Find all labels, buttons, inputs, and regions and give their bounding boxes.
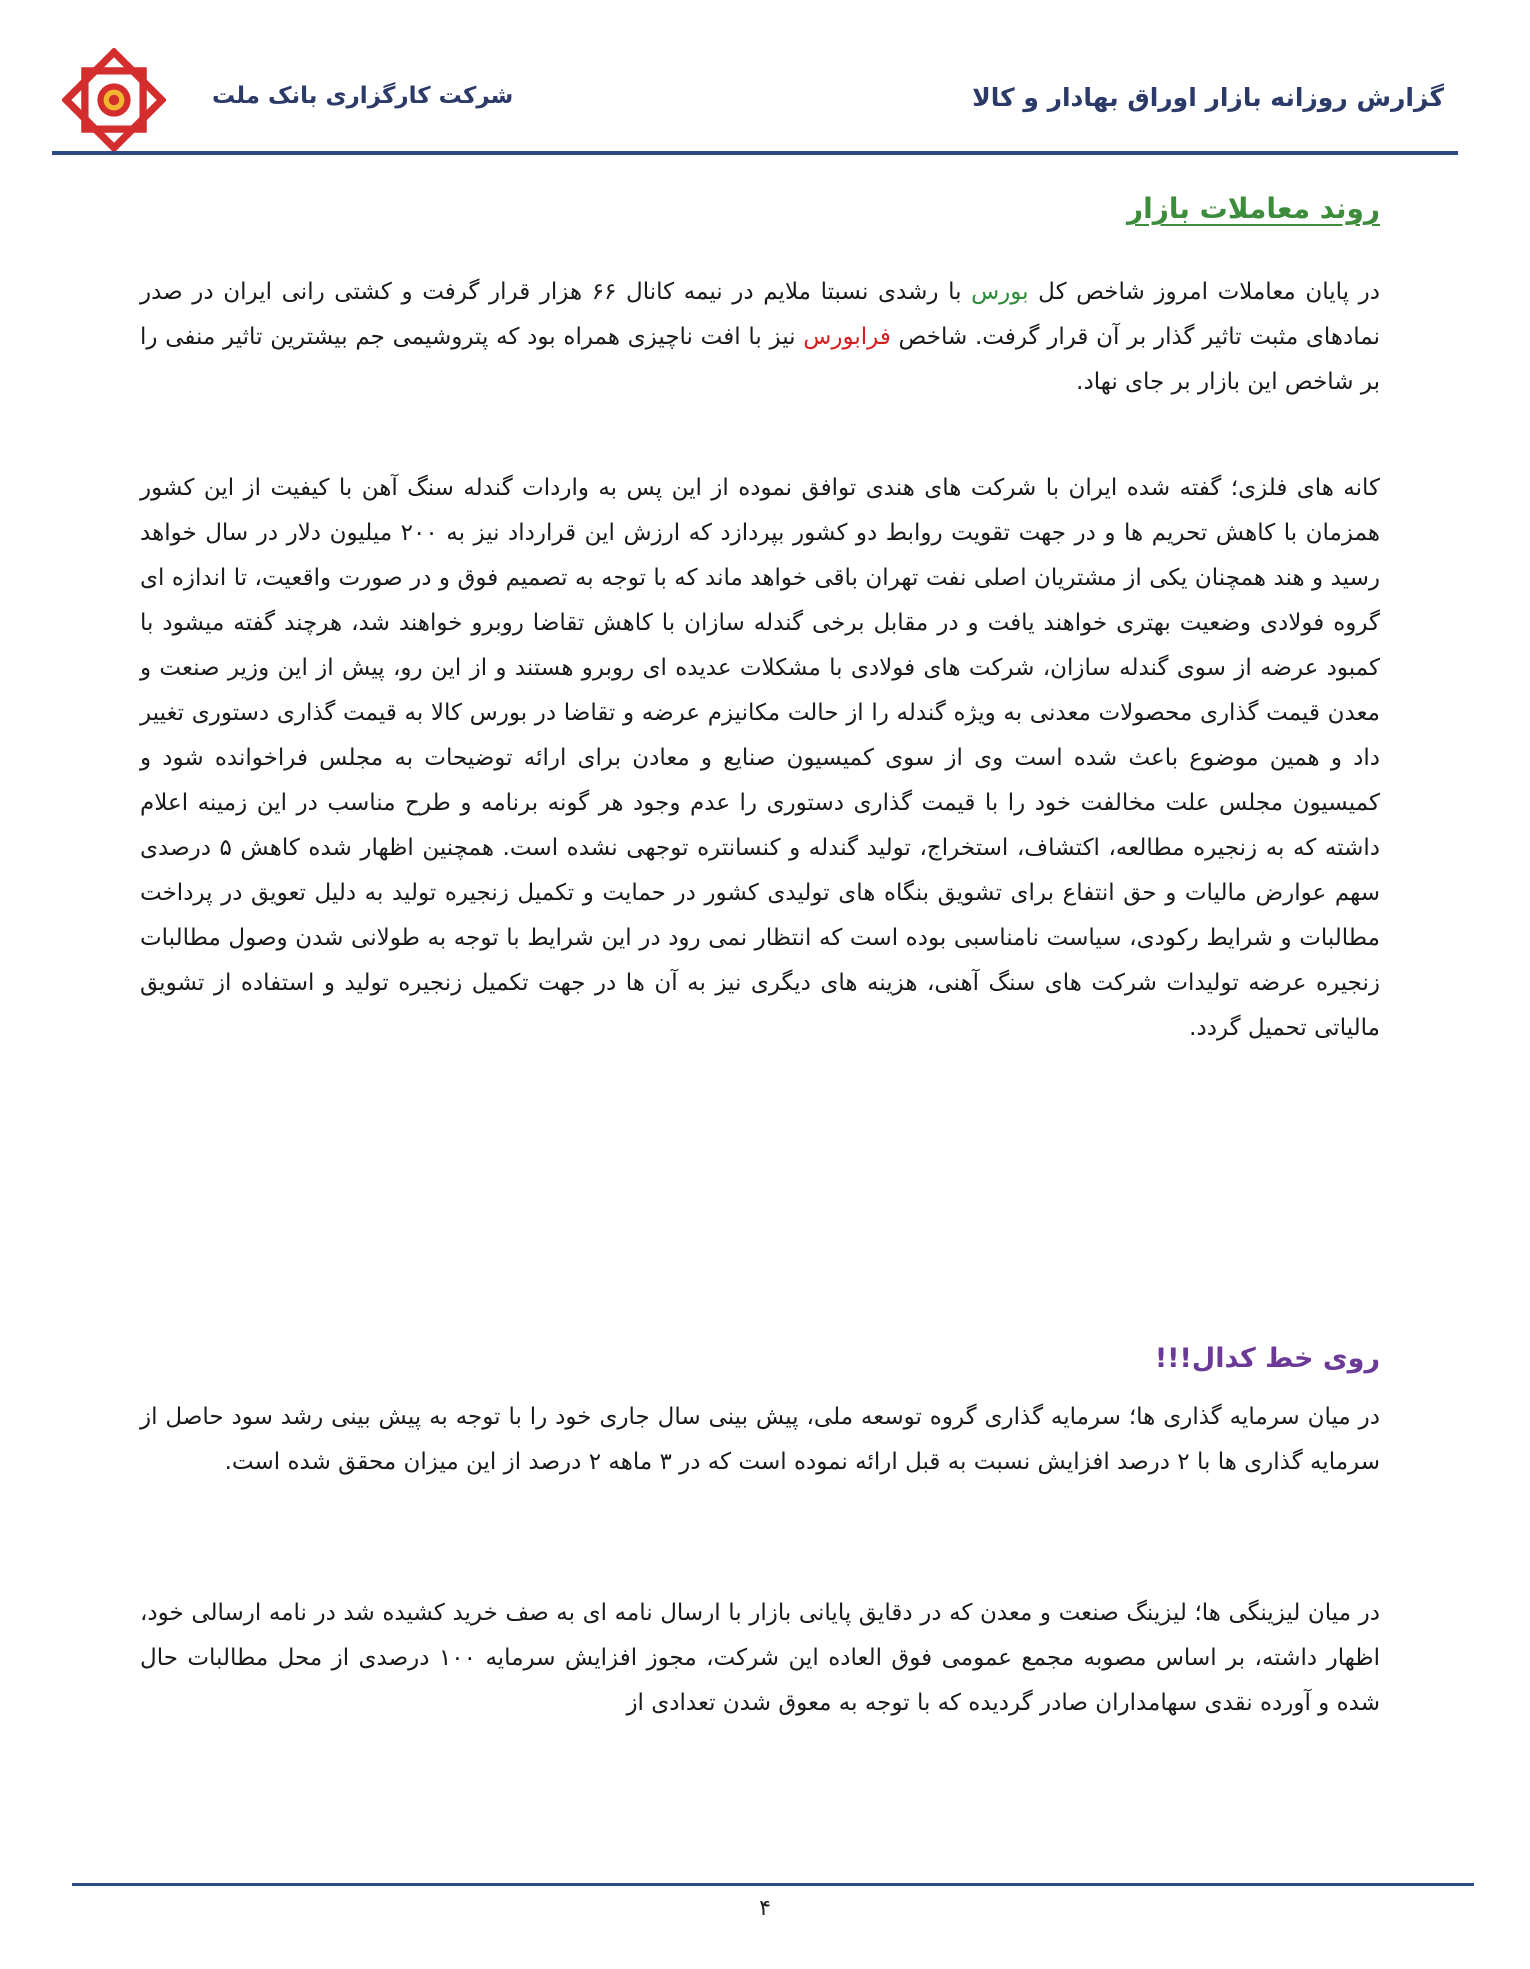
footer-divider [72,1883,1474,1886]
farabourse-highlight: فرابورس [803,324,891,350]
paragraph-text: در پایان معاملات امروز شاخص کل [1028,279,1380,305]
company-name: شرکت کارگزاری بانک ملت [212,83,514,109]
paragraph-leasing: در میان لیزینگی ها؛ لیزینگ صنعت و معدن که در دقایق پایانی بازار با ارسال نامه ای به صف خرید کشیده شد در نامه ارسالی خود، اظهار داشته، بر اساس مصوبه مجمع عمومی فوق العاده این شرکت، مجوز افزایش سرمایه ۱۰۰ درصدی از محل مطالبات حال شده و آورده نقدی سهامداران صادر گردیده که با توجه به معوق شدن تعدادی از [140,1600,1381,1716]
paragraph-metal-ores: کانه های فلزی؛ گفته شده ایران با شرکت های هندی توافق نموده از این پس به واردات گندله سنگ آهن با کیفیت از این کشور همزمان با کاهش تحریم ها و در جهت تقویت روابط دو کشور بپردازد که ارزش این قرارداد نیز به ۲۰۰ میلیون دلار در سال خواهد رسید و هند همچنان یکی از مشتریان اصلی نفت تهران باقی خواهد ماند که با توجه به تصمیم فوق و در صورت واقعیت، تا اندازه ای گروه فولادی وضعیت بهتری خواهند یافت و در مقابل برخی گندله سازان با کاهش تقاضا روبرو خواهند شد، هرچند گفته میشود با کمبود عرضه از سوی گندله سازان، شرکت های فولادی با مشکلات عدیده ای روبرو هستند و از این رو، پیش از این وزیر صنعت و معدن قیمت گذاری محصولات معدنی به ویژه گندله را از حالت مکانیزم عرضه و تقاضا در بورس کالا به قیمت گذاری دستوری تغییر داد و همین موضوع باعث شده است وی از سوی کمیسیون صنایع و معادن برای ارائه توضیحات به مجلس فراخوانده شود و کمیسیون مجلس علت مخالفت خود را با قیمت گذاری دستوری را عدم وجود هر گونه برنامه و طرح مناسب در این زمینه اعلام داشته که به زنجیره مطالعه، اکتشاف، استخراج، تولید گندله و کنسانتره توجهی نشده است. همچنین اظهار شده کاهش ۵ درصدی سهم عوارض مالیات و حق انتفاع برای تشویق بنگاه های تولیدی کشور در حمایت و تکمیل زنجیره تولید به دلیل تعویق در پرداخت مطالبات و شرایط رکودی، سیاست نامناسبی بوده است که انتظار نمی رود در این شرایط با توجه به طولانی شدن وصول مطالبات زنجیره عرضه تولیدات شرکت های سنگ آهنی، هزینه های دیگری نیز به آن ها در جهت تکمیل زنجیره تولید و استفاده از تشویق مالیاتی تحمیل گردد. [140,475,1380,1041]
bourse-highlight: بورس [971,279,1029,305]
paragraph-market-trend [140,270,1380,405]
paragraph-text: نیز با افت ناچیزی همراه بود که پتروشیمی جم بیشترین تاثیر منفی را بر شاخص این بازار بر جای نهاد. [140,324,1380,395]
bank-mellat-logo-icon [62,48,166,152]
header-divider [52,151,1458,155]
paragraph-investments: در میان سرمایه گذاری ها؛ سرمایه گذاری گروه توسعه ملی، پیش بینی سال جاری خود را با توجه به پیش بینی رشد سود حاصل از سرمایه گذاری ها با ۲ درصد افزایش نسبت به قبل ارائه نموده است که در ۳ ماهه ۲ درصد از این میزان محقق شده است. [140,1404,1380,1475]
paragraph-text: با رشدی نسبتا ملایم در نیمه کانال ۶۶ هزار قرار گرفت و کشتی رانی ایران در صدر نمادهای مثبت تاثیر گذار بر آن قرار گرفت. شاخص [140,279,1380,350]
section-heading: روند معاملات بازار [1127,192,1380,225]
page-number: ۴ [759,1896,771,1921]
report-title: گزارش روزانه بازار اوراق بهادار و کالا [972,83,1444,112]
codal-heading: روی خط کدال!!! [1154,1343,1380,1374]
